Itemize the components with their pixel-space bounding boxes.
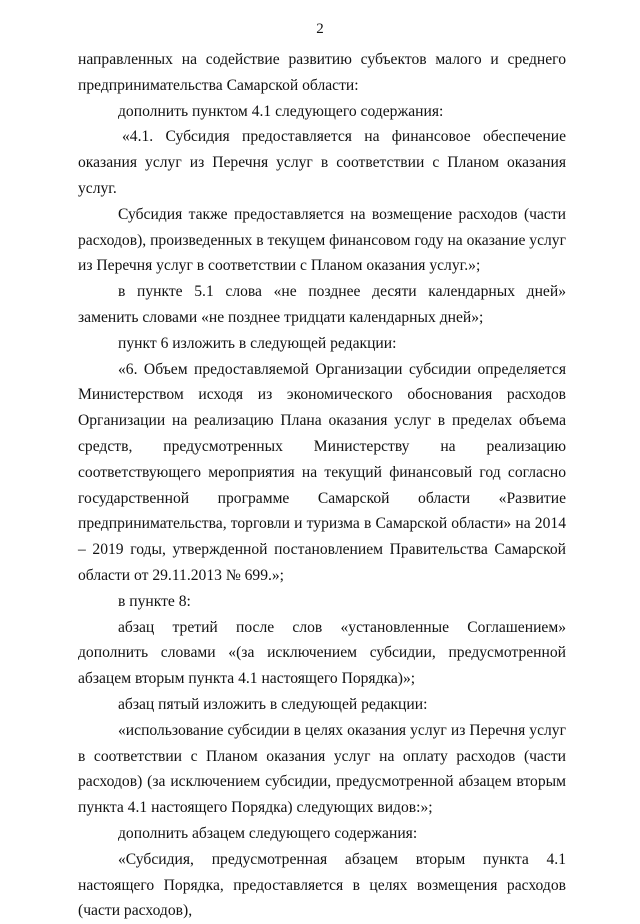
- paragraph: Субсидия также предоставляется на возмещение расходов (части расходов), произведенных в текущем финансовом году на оказание услуг из Перечня услуг в соответствии с Планом оказания услуг.»;: [78, 205, 566, 275]
- paragraph: направленных на содействие развитию субъектов малого и среднего предпринимательства Самарской области:: [78, 51, 566, 94]
- paragraph: «6. Объем предоставляемой Организации субсидии определяется Министерством исходя из экономического обоснования расходов Организации на реализацию Плана оказания услуг в пределах объема средств, предусмотренных Министерству на реализацию соответствующего мероприятия на текущий финансовый год согласно государственной программе Самарской области «Развитие предпринимательства, торговли и туризма в Самарской области» на 2014 – 2019 годы, утвержденной постановлением Правительства Самарской области от 29.11.2013 № 699.»;: [78, 360, 566, 584]
- paragraph: «4.1. Субсидия предоставляется на финансовое обеспечение оказания услуг из Перечня услуг в соответствии с Планом оказания услуг.: [78, 128, 566, 197]
- paragraph: «использование субсидии в целях оказания услуг из Перечня услуг в соответствии с Планом оказания услуг на оплату расходов (части расходов) (за исключением субсидии, предусмотренной абзацем вторым пункта 4.1 настоящего Порядка) следующих видов:»;: [78, 721, 566, 817]
- paragraph: дополнить абзацем следующего содержания:: [118, 824, 418, 842]
- document-body: [78, 47, 566, 924]
- paragraph: дополнить пунктом 4.1 следующего содержания:: [118, 102, 444, 120]
- page-number: 2: [316, 21, 324, 37]
- paragraph: абзац пятый изложить в следующей редакции:: [118, 695, 428, 713]
- paragraph: абзац третий после слов «установленные Соглашением» дополнить словами «(за исключением субсидии, предусмотренной абзацем вторым пункта 4.1 настоящего Порядка)»;: [78, 618, 566, 688]
- paragraph: пункт 6 изложить в следующей редакции:: [118, 334, 397, 352]
- paragraph: в пункте 5.1 слова «не позднее десяти календарных дней» заменить словами «не позднее тридцати календарных дней»;: [78, 283, 566, 326]
- paragraph: «Субсидия, предусмотренная абзацем вторым пункта 4.1 настоящего Порядка, предоставляется в целях возмещения расходов (части расходов),: [78, 850, 566, 920]
- paragraph: в пункте 8:: [118, 592, 191, 610]
